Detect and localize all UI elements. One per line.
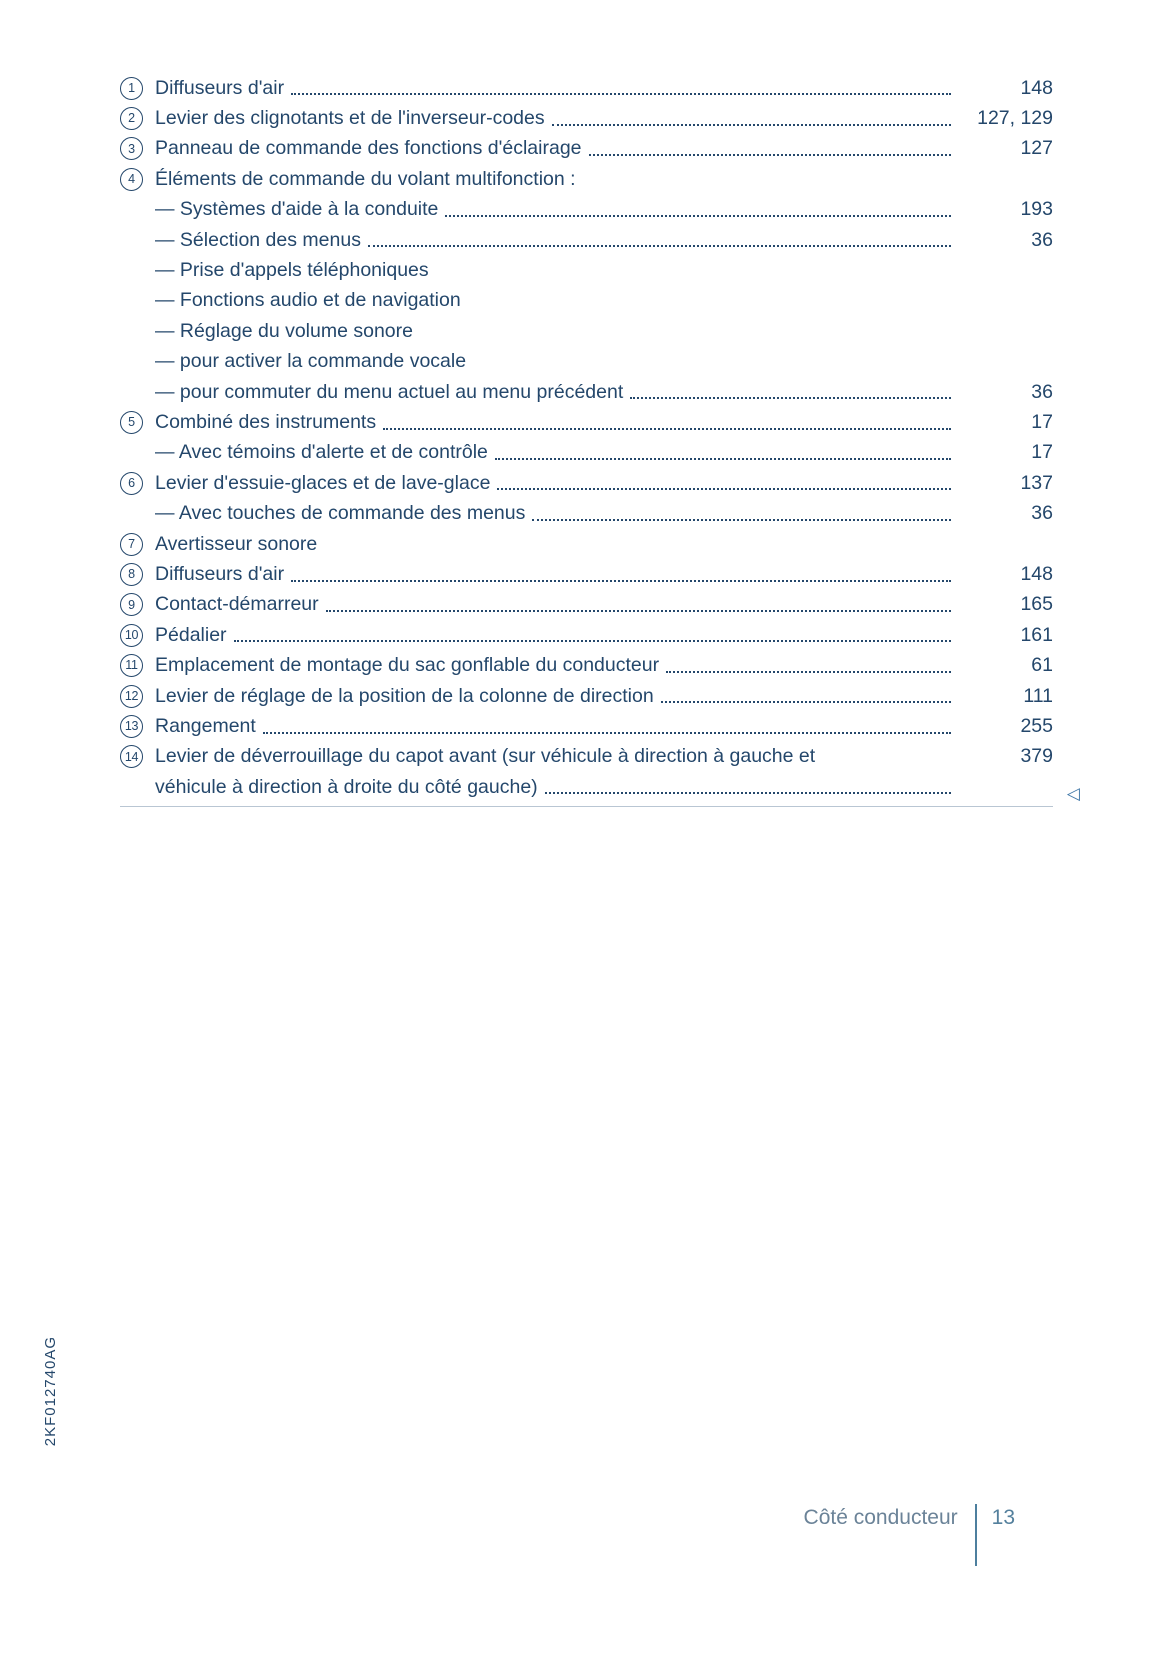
toc-row [120,620,1053,650]
toc-row [120,347,1053,377]
item-number-badge: 11 [120,654,143,677]
item-label: Diffuseurs d'air [155,562,285,585]
page-number: 148 [1020,562,1053,585]
item-number-badge: 9 [120,593,143,616]
item-number-badge: 8 [120,563,143,586]
dot-leader [234,640,951,642]
page-footer [804,1504,1015,1566]
page-number: 36 [1031,228,1053,251]
dot-leader [445,215,951,217]
end-rule [120,806,1053,807]
toc-row [120,742,1053,772]
item-label: Levier de déverrouillage du capot avant (sur véhicule à direction à gauche et [155,745,816,768]
dot-leader [495,458,951,460]
footer-divider [975,1504,977,1566]
item-number-badge: 10 [120,624,143,647]
dot-leader [368,245,951,247]
item-label: Rangement [155,714,256,737]
item-number-badge: 1 [120,77,143,100]
page-number: 61 [1031,654,1053,677]
toc-row [120,772,1053,802]
footer-section-title: Côté conducteur [803,1506,958,1529]
toc-row [120,438,1053,468]
page-number: 127 [1020,137,1053,160]
page-number: 17 [1031,410,1053,433]
toc-row [120,711,1053,741]
page-number: 193 [1020,198,1053,221]
item-label: Combiné des instruments [155,410,377,433]
toc-content [120,73,1080,807]
doc-code: 2KF012740AG [42,1336,59,1447]
dot-leader [497,488,951,490]
item-label: Levier d'essuie-glaces et de lave-glace [155,471,491,494]
dot-leader [326,610,951,612]
page-number: 137 [1020,471,1053,494]
toc-row [120,286,1053,316]
item-label: Pédalier [155,623,227,646]
dot-leader [383,428,951,430]
item-label: Panneau de commande des fonctions d'éclairage [155,137,582,160]
toc-row [120,164,1053,194]
toc-row [120,225,1053,255]
item-number-badge: 14 [120,745,143,768]
item-label: Emplacement de montage du sac gonflable du conducteur [155,654,660,677]
page-number: 127, 129 [977,107,1053,130]
toc-row [120,255,1053,285]
toc-row [120,195,1053,225]
dot-leader [666,671,951,673]
item-label: Levier de réglage de la position de la colonne de direction [155,684,654,707]
item-label: Contact-démarreur [155,593,319,616]
item-label: Avertisseur sonore [155,532,318,555]
page-number: 161 [1020,623,1053,646]
page-number: 379 [1020,745,1053,768]
item-number-badge: 2 [120,107,143,130]
toc-row [120,498,1053,528]
item-label: — Fonctions audio et de navigation [155,289,461,312]
toc-row [120,73,1053,103]
toc-row [120,650,1053,680]
toc-row [120,103,1053,133]
toc-row [120,468,1053,498]
dot-leader [291,93,951,95]
dot-leader [291,580,951,582]
item-number-badge: 6 [120,472,143,495]
toc-row [120,377,1053,407]
page-number: 36 [1031,380,1053,403]
item-label: — Systèmes d'aide à la conduite [155,198,439,221]
item-label: — Sélection des menus [155,228,361,251]
item-number-badge: 7 [120,533,143,556]
page-number: 255 [1020,714,1053,737]
item-label: — Prise d'appels téléphoniques [155,259,429,282]
item-label: — Avec touches de commande des menus [155,502,526,525]
dot-leader [661,701,951,703]
toc-row [120,134,1053,164]
item-label: — Avec témoins d'alerte et de contrôle [155,441,488,464]
dot-leader [630,397,951,399]
item-label: Diffuseurs d'air [155,76,285,99]
page-number: 148 [1020,76,1053,99]
item-label: — pour activer la commande vocale [155,350,467,373]
item-label: — Réglage du volume sonore [155,319,413,342]
dot-leader [589,154,951,156]
toc-row [120,407,1053,437]
item-number-badge: 3 [120,137,143,160]
toc-row [120,529,1053,559]
page-number: 17 [1031,441,1053,464]
dot-leader [545,792,951,794]
item-label: Éléments de commande du volant multifonction : [155,167,576,190]
toc-row [120,559,1053,589]
item-label: — pour commuter du menu actuel au menu précédent [155,380,624,403]
footer-page-number: 13 [991,1506,1015,1529]
page-number: 111 [1023,684,1053,707]
page-number: 165 [1020,593,1053,616]
toc-row [120,590,1053,620]
dot-leader [263,732,951,734]
item-number-badge: 4 [120,168,143,191]
item-number-badge: 12 [120,685,143,708]
dot-leader [532,519,951,521]
toc-row [120,316,1053,346]
page-number: 36 [1031,502,1053,525]
dot-leader [552,124,951,126]
item-number-badge: 5 [120,411,143,434]
item-label: Levier des clignotants et de l'inverseur-codes [155,107,545,130]
toc-row [120,681,1053,711]
item-number-badge: 13 [120,715,143,738]
item-label: véhicule à direction à droite du côté gauche) [155,775,538,798]
prev-page-triangle-icon: ◁ [1066,784,1080,804]
toc-list [120,73,1053,802]
